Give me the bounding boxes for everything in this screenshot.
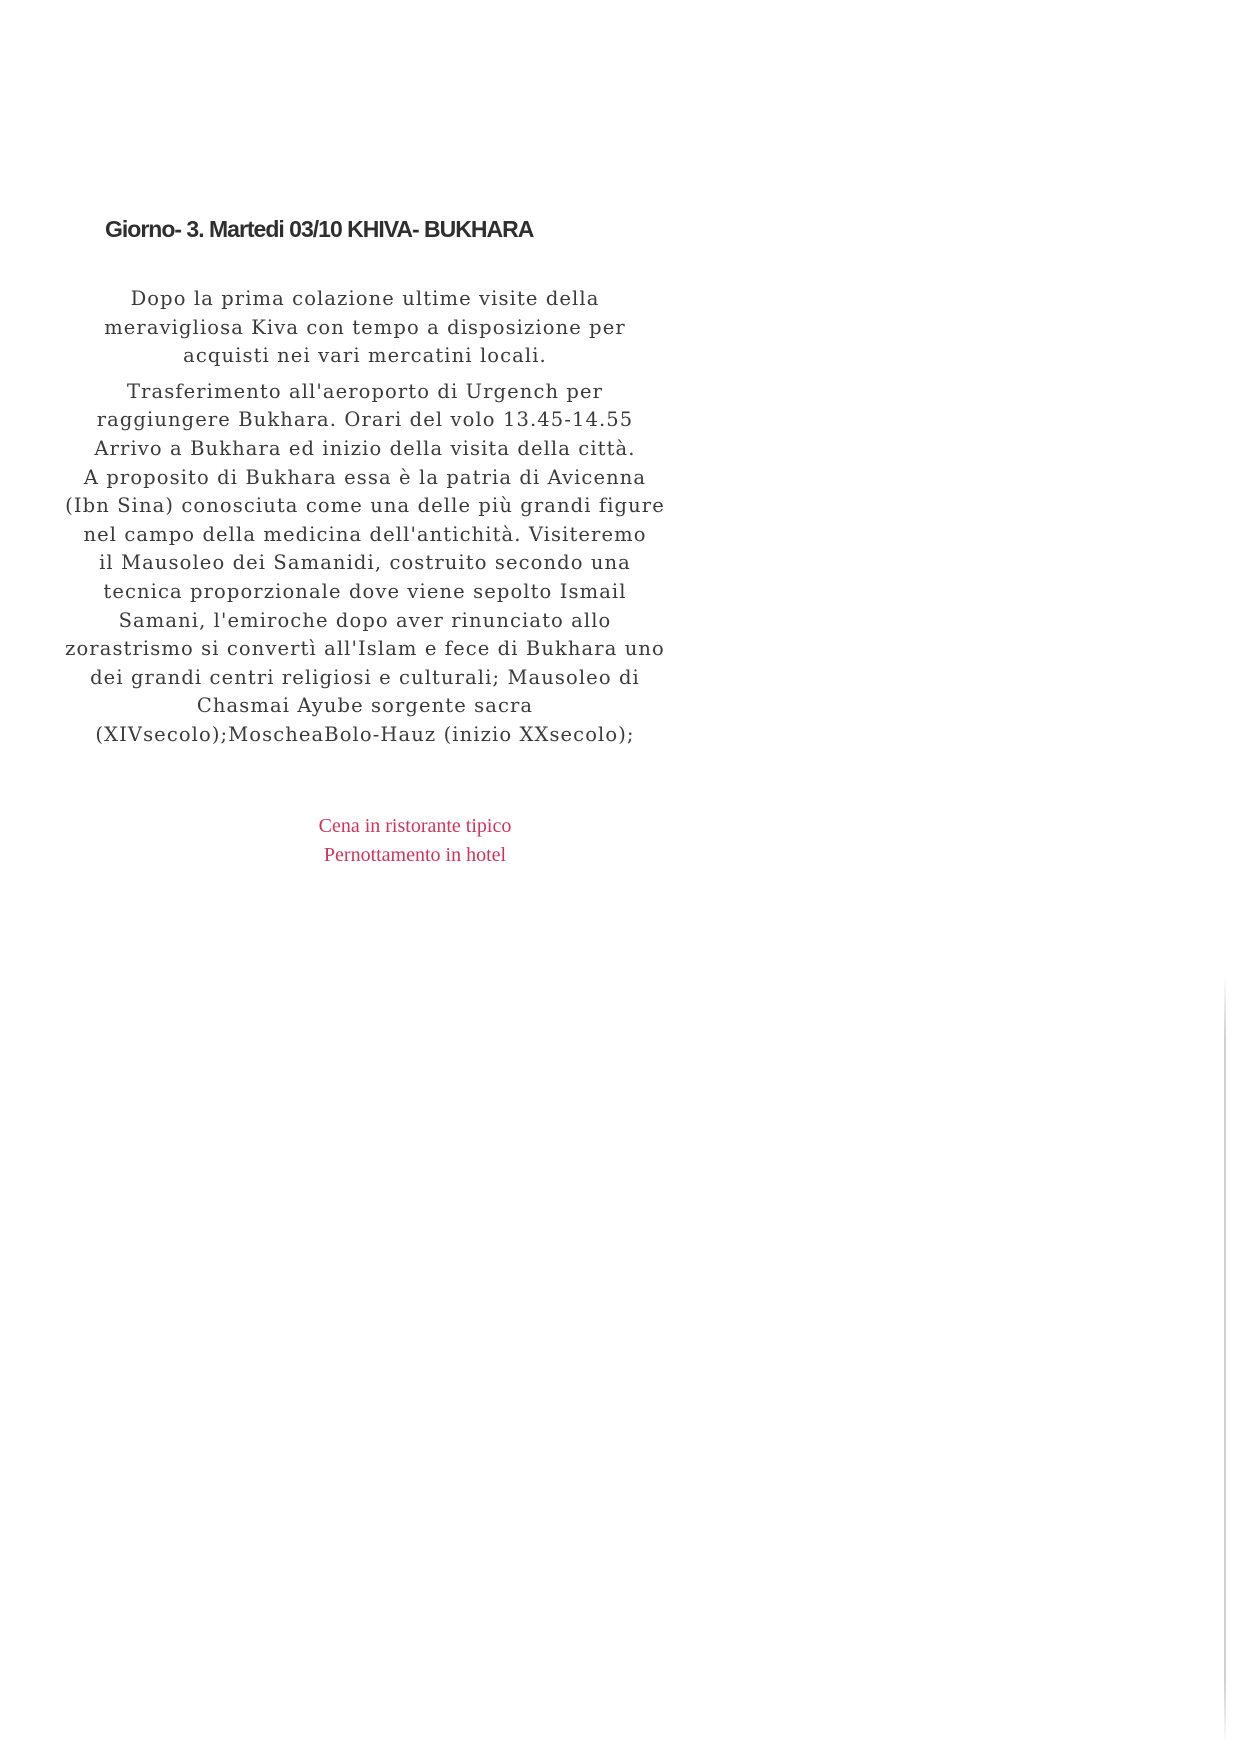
evening-notes: [215, 812, 615, 870]
overnight-note: Pernottamento in hotel: [323, 844, 507, 866]
text-line: zorastrismo si convertì all'Islam e fece di Bukhara uno: [65, 637, 665, 661]
scan-edge-line: [1224, 975, 1226, 1745]
text-line: Dopo la prima colazione ultime visite della: [130, 287, 600, 310]
text-line: raggiungere Bukhara. Orari del volo 13.45-14.55: [96, 408, 634, 432]
text-line: dei grandi centri religiosi e culturali; Mausoleo di: [90, 665, 640, 689]
text-line: meravigliosa Kiva con tempo a disposizione per: [104, 315, 626, 339]
day-title: Giorno- 3. Martedi 03/10 KHIVA- BUKHARA: [105, 216, 534, 242]
text-line: tecnica proporzionale dove viene sepolto Ismail: [103, 579, 627, 603]
text-line: il Mausoleo dei Samanidi, costruito secondo una: [99, 551, 631, 575]
dinner-note: Cena in ristorante tipico: [318, 815, 512, 837]
itinerary-description: [45, 285, 685, 750]
text-line: nel campo della medicina dell'antichità. Visiteremo: [83, 522, 647, 546]
text-line: A proposito di Bukhara essa è la patria di Avicenna: [83, 465, 647, 489]
text-line: Samani, l'emiroche dopo aver rinunciato allo: [118, 608, 612, 632]
text-line: (Ibn Sina) conosciuta come una delle più grandi figure: [65, 494, 665, 518]
text-line: Trasferimento all'aeroporto di Urgench per: [126, 379, 604, 403]
text-line: acquisti nei vari mercatini locali.: [183, 344, 547, 368]
text-line: Arrivo a Bukhara ed inizio della visita della città.: [94, 436, 636, 460]
text-line: Chasmai Ayube sorgente sacra: [196, 694, 534, 718]
text-line: (XIVsecolo);MoscheaBolo-Hauz (inizio XXsecolo);: [95, 722, 635, 746]
